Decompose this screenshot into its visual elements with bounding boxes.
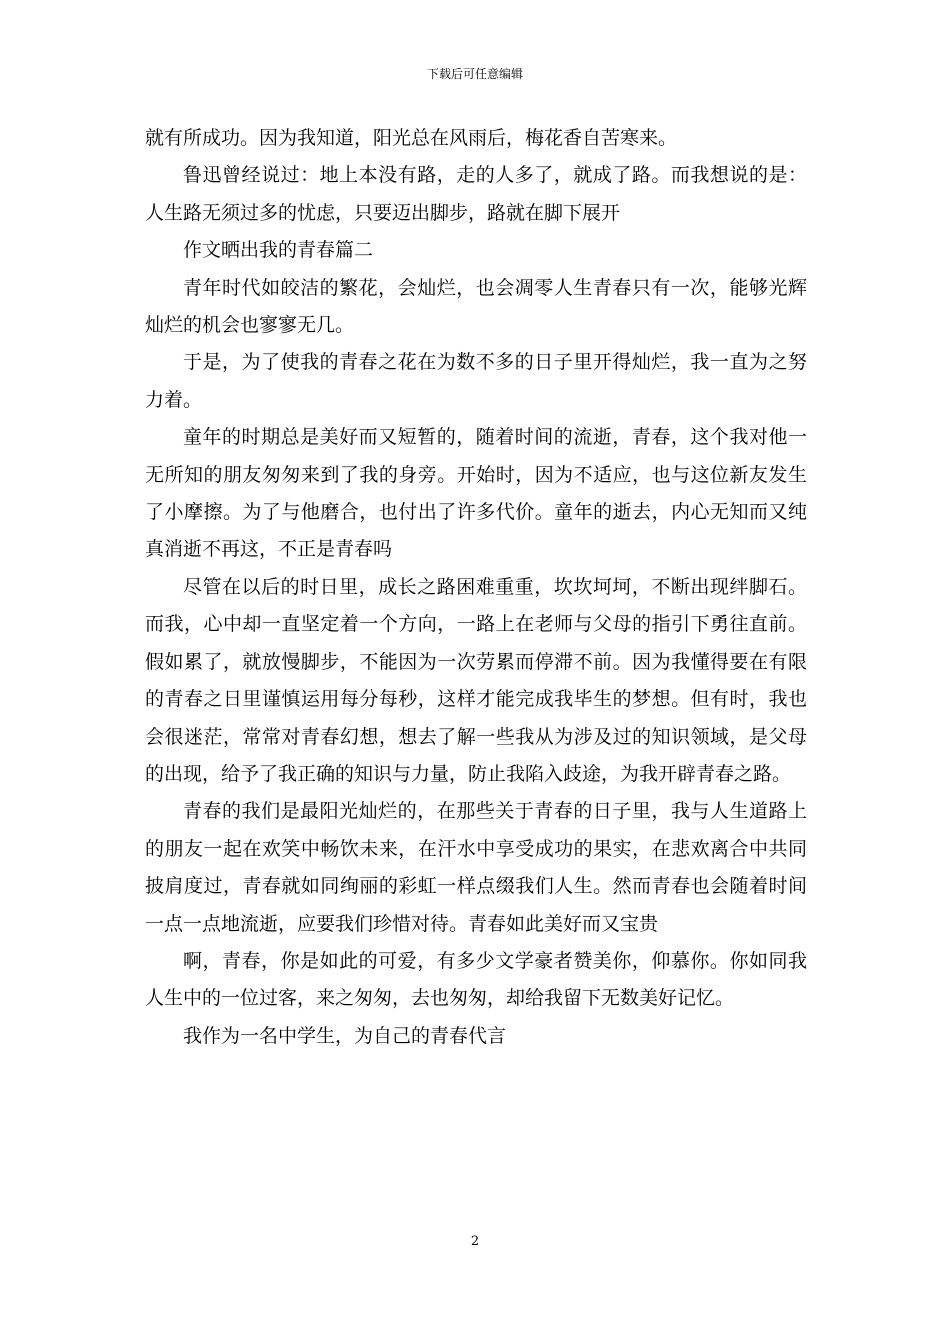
body-paragraph: 于是，为了使我的青春之花在为数不多的日子里开得灿烂，我一直为之努力着。 bbox=[145, 351, 807, 411]
page-header: 下载后可任意编辑 bbox=[426, 67, 523, 81]
body-paragraph: 青年时代如皎洁的繁花，会灿烂，也会凋零人生青春只有一次，能够光辉灿烂的机会也寥寥无几。 bbox=[145, 276, 807, 337]
document-body bbox=[145, 120, 807, 1055]
body-paragraph: 我作为一名中学生，为自己的青春代言 bbox=[183, 1024, 507, 1047]
section-heading: 作文晒出我的青春篇二 bbox=[183, 239, 374, 262]
body-paragraph: 啊，青春，你是如此的可爱，有多少文学豪者赞美你，仰慕你。你如同我人生中的一位过客，来之匆匆，去也匆匆，却给我留下无数美好记忆。 bbox=[145, 949, 807, 1010]
body-paragraph: 童年的时期总是美好而又短暂的，随着时间的流逝，青春，这个我对他一无所知的朋友匆匆来到了我的身旁。开始时，因为不适应，也与这位新友发生了小摩擦。为了与他磨合，也付出了许多代价。童年的逝去，内心无知而又纯真消逝不再这，不正是青春吗 bbox=[145, 426, 807, 561]
body-paragraph: 青春的我们是最阳光灿烂的，在那些关于青春的日子里，我与人生道路上的朋友一起在欢笑中畅饮未来，在汗水中享受成功的果实，在悲欢离合中共同披肩度过，青春就如同绚丽的彩虹一样点缀我们人生。然而青春也会随着时间一点一点地流逝，应要我们珍惜对待。青春如此美好而又宝贵 bbox=[145, 800, 807, 935]
body-paragraph: 尽管在以后的时日里，成长之路困难重重，坎坎坷坷，不断出现绊脚石。而我，心中却一直坚定着一个方向，一路上在老师与父母的指引下勇往直前。假如累了，就放慢脚步，不能因为一次劳累而停滞不前。因为我懂得要在有限的青春之日里谨慎运用每分每秒，这样才能完成我毕生的梦想。但有时，我也会很迷茫，常常对青春幻想，想去了解一些我从为涉及过的知识领域，是父母的出现，给予了我正确的知识与力量，防止我陷入歧途，为我开辟青春之路。 bbox=[145, 575, 807, 785]
body-paragraph: 就有所成功。因为我知道，阳光总在风雨后，梅花香自苦寒来。 bbox=[145, 127, 678, 149]
body-paragraph: 鲁迅曾经说过：地上本没有路，走的人多了，就成了路。而我想说的是：人生路无须过多的忧虑，只要迈出脚步，路就在脚下展开 bbox=[145, 164, 807, 224]
page-number: 2 bbox=[470, 1234, 480, 1249]
